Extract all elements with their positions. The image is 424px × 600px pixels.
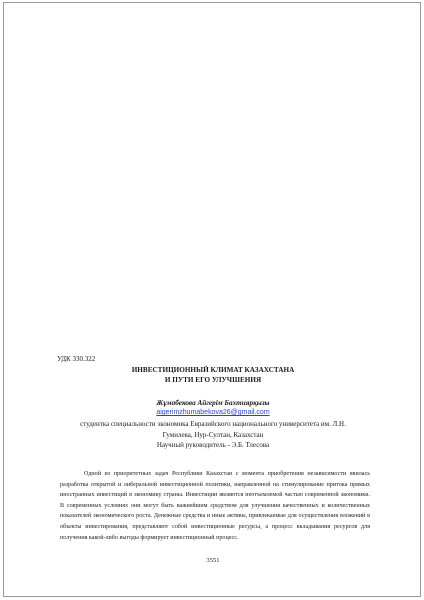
article-title [4, 365, 422, 385]
body-paragraph: Одной из приоритетных задач Республики Казахстан с момента приобретения независимости явилась разработка открытой и либеральной инвестиционной политики, направленной на стимулирование притока прямых иностранных инвестиций в экономику страны. Инвестиции являются неотъемлемой частью современной экономики. В современных условиях они могут быть важнейшим средством для улучшения качественных и количественных показателей экономического роста. Денежные средства и иные активы, привлекаемые для осуществления вложений в объекты инвестирования, представляют собой инвестиционные ресурсы, а процесс вкладывания ресурсов для получения какой-либо выгоды формирует инвестиционный процесс. [60, 471, 370, 541]
title-line-1: ИНВЕСТИЦИОННЫЙ КЛИМАТ КАЗАХСТАНА [131, 366, 295, 374]
article-body [60, 469, 370, 543]
document-page [3, 2, 421, 597]
affiliation-line-2: Гумилева, Нур-Султан, Казахстан [162, 430, 264, 439]
title-line-2: И ПУТИ ЕГО УЛУЧШЕНИЯ [164, 376, 262, 384]
page-number: 3551 [206, 557, 220, 564]
supervisor-line: Научный руководитель - Э.Б. Тлесова [156, 441, 270, 449]
udk-code: УДК 330.322 [57, 355, 96, 363]
author-name: Жұмабекова Айгерім Бахтиярқызы [156, 399, 270, 407]
author-email-link[interactable]: aigerimzhumabekova26@gmail.com [156, 409, 270, 416]
author-affiliation [4, 419, 422, 451]
affiliation-line-1: студентка специальности экономика Евразийского национального университета им. Л.Н. [80, 420, 346, 428]
